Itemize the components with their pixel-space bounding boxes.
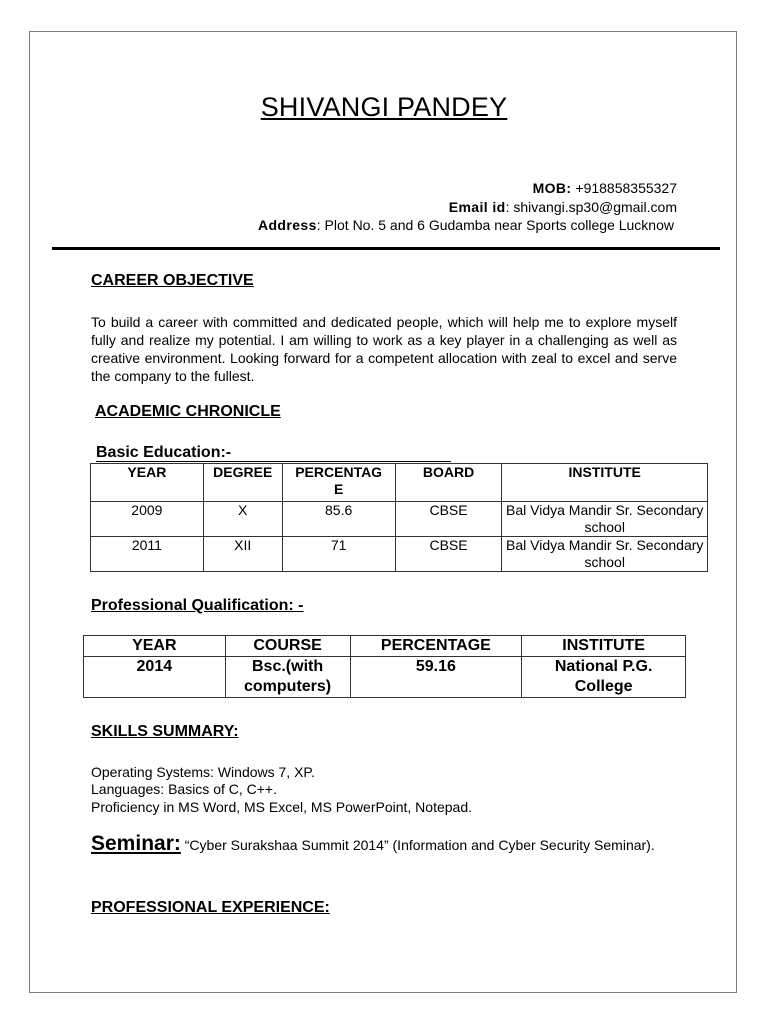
header-percentage: PERCENTAG E xyxy=(282,464,395,502)
cell-percentage: 71 xyxy=(282,537,395,572)
career-objective-text: To build a career with committed and dedicated people, which will help me to explore myself fully and realize my potential. I am willing to work as a key player in a challenging as well as creative environment. Looking forward for a competent allocation with zeal to excel and serve the company to the fullest. xyxy=(91,314,677,384)
cell-board: CBSE xyxy=(395,537,502,572)
professional-experience-heading: PROFESSIONAL EXPERIENCE: xyxy=(91,899,330,916)
address-value: : Plot No. 5 and 6 Gudamba near Sports college Lucknow xyxy=(316,217,674,233)
header-year: YEAR xyxy=(84,636,226,657)
email-label: Email id xyxy=(448,199,506,215)
address-label: Address xyxy=(257,217,317,233)
seminar-text: “Cyber Surakshaa Summit 2014” (Information and Cyber Security Seminar). xyxy=(180,837,655,853)
mobile-value: +918858355327 xyxy=(571,180,677,196)
email-line xyxy=(449,199,677,215)
seminar-heading: Seminar: xyxy=(91,832,181,855)
header-divider xyxy=(52,247,720,250)
header-year: YEAR xyxy=(91,464,204,502)
cell-institute: Bal Vidya Mandir Sr. Secondary school xyxy=(502,502,708,537)
candidate-name: SHIVANGI PANDEY xyxy=(260,92,508,122)
header-institute: INSTITUTE xyxy=(522,636,686,657)
cell-percentage: 85.6 xyxy=(282,502,395,537)
cell-degree: XII xyxy=(203,537,282,572)
table-row xyxy=(91,502,708,537)
basic-education-underline xyxy=(96,461,451,462)
professional-qualification-heading: Professional Qualification: - xyxy=(91,597,304,614)
header-board: BOARD xyxy=(395,464,502,502)
skills-summary-heading: SKILLS SUMMARY: xyxy=(91,723,239,740)
cell-course: Bsc.(with computers) xyxy=(225,657,350,698)
table-row xyxy=(84,657,686,698)
mobile-line xyxy=(533,180,677,196)
table-row xyxy=(91,537,708,572)
header-percentage: PERCENTAGE xyxy=(350,636,522,657)
academic-chronicle-heading: ACADEMIC CHRONICLE xyxy=(95,403,281,420)
table-header-row xyxy=(91,464,708,502)
seminar-block xyxy=(91,834,671,855)
cell-percentage: 59.16 xyxy=(350,657,522,698)
header-degree: DEGREE xyxy=(203,464,282,502)
skill-line: Languages: Basics of C, C++. xyxy=(91,781,277,797)
skill-line: Proficiency in MS Word, MS Excel, MS PowerPoint, Notepad. xyxy=(91,799,472,815)
cell-institute: Bal Vidya Mandir Sr. Secondary school xyxy=(502,537,708,572)
professional-qualification-table xyxy=(83,635,686,698)
mobile-label: MOB: xyxy=(532,180,572,196)
email-value: : shivangi.sp30@gmail.com xyxy=(505,199,677,215)
header-course: COURSE xyxy=(225,636,350,657)
basic-education-table xyxy=(90,463,708,572)
cell-year: 2009 xyxy=(91,502,204,537)
cell-degree: X xyxy=(203,502,282,537)
header-institute: INSTITUTE xyxy=(502,464,708,502)
cell-year: 2014 xyxy=(84,657,226,698)
cell-board: CBSE xyxy=(395,502,502,537)
cell-institute: National P.G. College xyxy=(522,657,686,698)
career-objective-heading: CAREER OBJECTIVE xyxy=(91,272,254,289)
table-header-row xyxy=(84,636,686,657)
skill-line: Operating Systems: Windows 7, XP. xyxy=(91,764,315,780)
cell-year: 2011 xyxy=(91,537,204,572)
basic-education-heading: Basic Education:- xyxy=(96,444,232,461)
address-line xyxy=(258,217,674,233)
